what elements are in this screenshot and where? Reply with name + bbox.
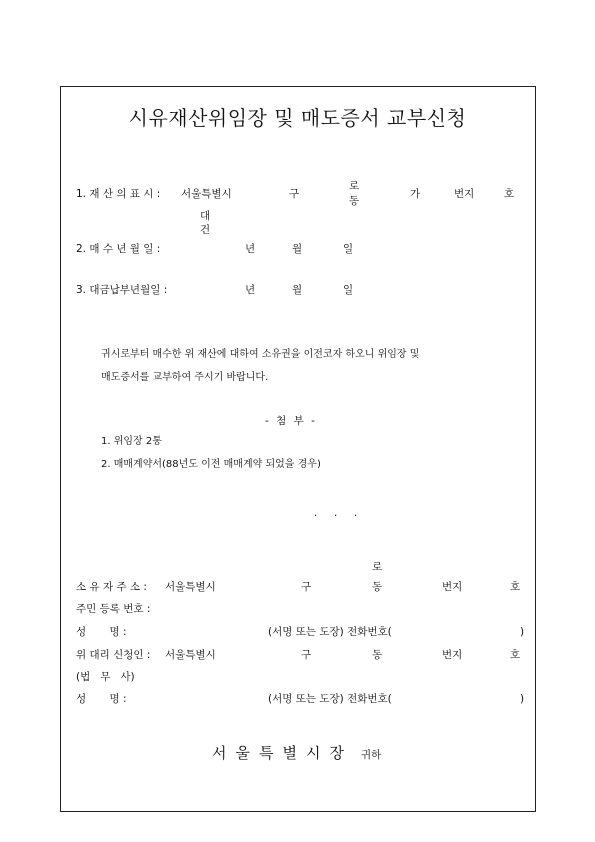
property-beonji: 번지 <box>454 188 475 200</box>
attachment-item-2: 2. 매매계약서(88년도 이전 매매계약 되었을 경우) <box>101 459 321 470</box>
agent-close-paren: ) <box>520 693 525 705</box>
body-line-1: 귀시로부터 매수한 위 재산에 대하여 소유권을 이전코자 하오니 위임장 및 <box>101 349 420 360</box>
attachment-item-1: 1. 위임장 2통 <box>101 436 162 447</box>
sale-date-label: 2. 매 수 년 월 일 : <box>76 243 161 255</box>
owner-address-label: 소 유 자 주 소 : <box>76 581 147 593</box>
agent-dong: 동 <box>372 649 383 661</box>
payment-date-label: 3. 대금납부년월일 : <box>76 284 168 296</box>
form-title: 시유재산위임장 및 매도증서 교부신청 <box>128 106 467 130</box>
sale-date-day: 일 <box>343 243 354 255</box>
property-label: 1. 재 산 의 표 시 : <box>76 188 161 200</box>
payment-date-day: 일 <box>343 284 354 296</box>
owner-name-label: 성 명 : <box>76 626 127 638</box>
owner-id-label: 주민 등록 번호 : <box>76 603 151 615</box>
sale-date-month: 월 <box>292 243 303 255</box>
owner-close-paren: ) <box>520 626 525 638</box>
property-ho: 호 <box>504 188 515 200</box>
agent-beonji: 번지 <box>442 649 463 661</box>
attachments-heading: - 첨 부 - <box>265 415 317 427</box>
agent-sign-phone: (서명 또는 도장) 전화번호( <box>268 693 392 705</box>
property-dae: 대 <box>200 210 211 222</box>
property-dong: 동 <box>349 195 360 207</box>
agent-gu: 구 <box>301 649 312 661</box>
property-geon: 건 <box>200 224 211 236</box>
sale-date-year: 년 <box>245 243 256 255</box>
owner-dong: 동 <box>372 581 383 593</box>
owner-ho: 호 <box>510 581 521 593</box>
owner-ro: 로 <box>372 561 383 573</box>
date-dots: . . . <box>314 507 358 519</box>
agent-ho: 호 <box>510 649 521 661</box>
body-line-2: 매도증서를 교부하여 주시기 바랍니다. <box>101 372 269 383</box>
addressee-name: 서울특별시장 <box>212 744 353 762</box>
payment-date-month: 월 <box>292 284 303 296</box>
property-city: 서울특별시 <box>181 188 232 200</box>
property-ro: 로 <box>349 180 360 192</box>
owner-beonji: 번지 <box>442 581 463 593</box>
owner-city: 서울특별시 <box>165 581 216 593</box>
agent-city: 서울특별시 <box>165 649 216 661</box>
agent-name-label: 성 명 : <box>76 693 127 705</box>
owner-sign-phone: (서명 또는 도장) 전화번호( <box>268 626 392 638</box>
owner-gu: 구 <box>301 581 312 593</box>
agent-address-label: 위 대리 신청인 : <box>76 649 151 661</box>
addressee-honorific: 귀하 <box>361 749 382 761</box>
property-ga: 가 <box>410 188 421 200</box>
property-gu: 구 <box>289 188 300 200</box>
agent-title-label: (법 무 사) <box>76 671 135 683</box>
payment-date-year: 년 <box>245 284 256 296</box>
